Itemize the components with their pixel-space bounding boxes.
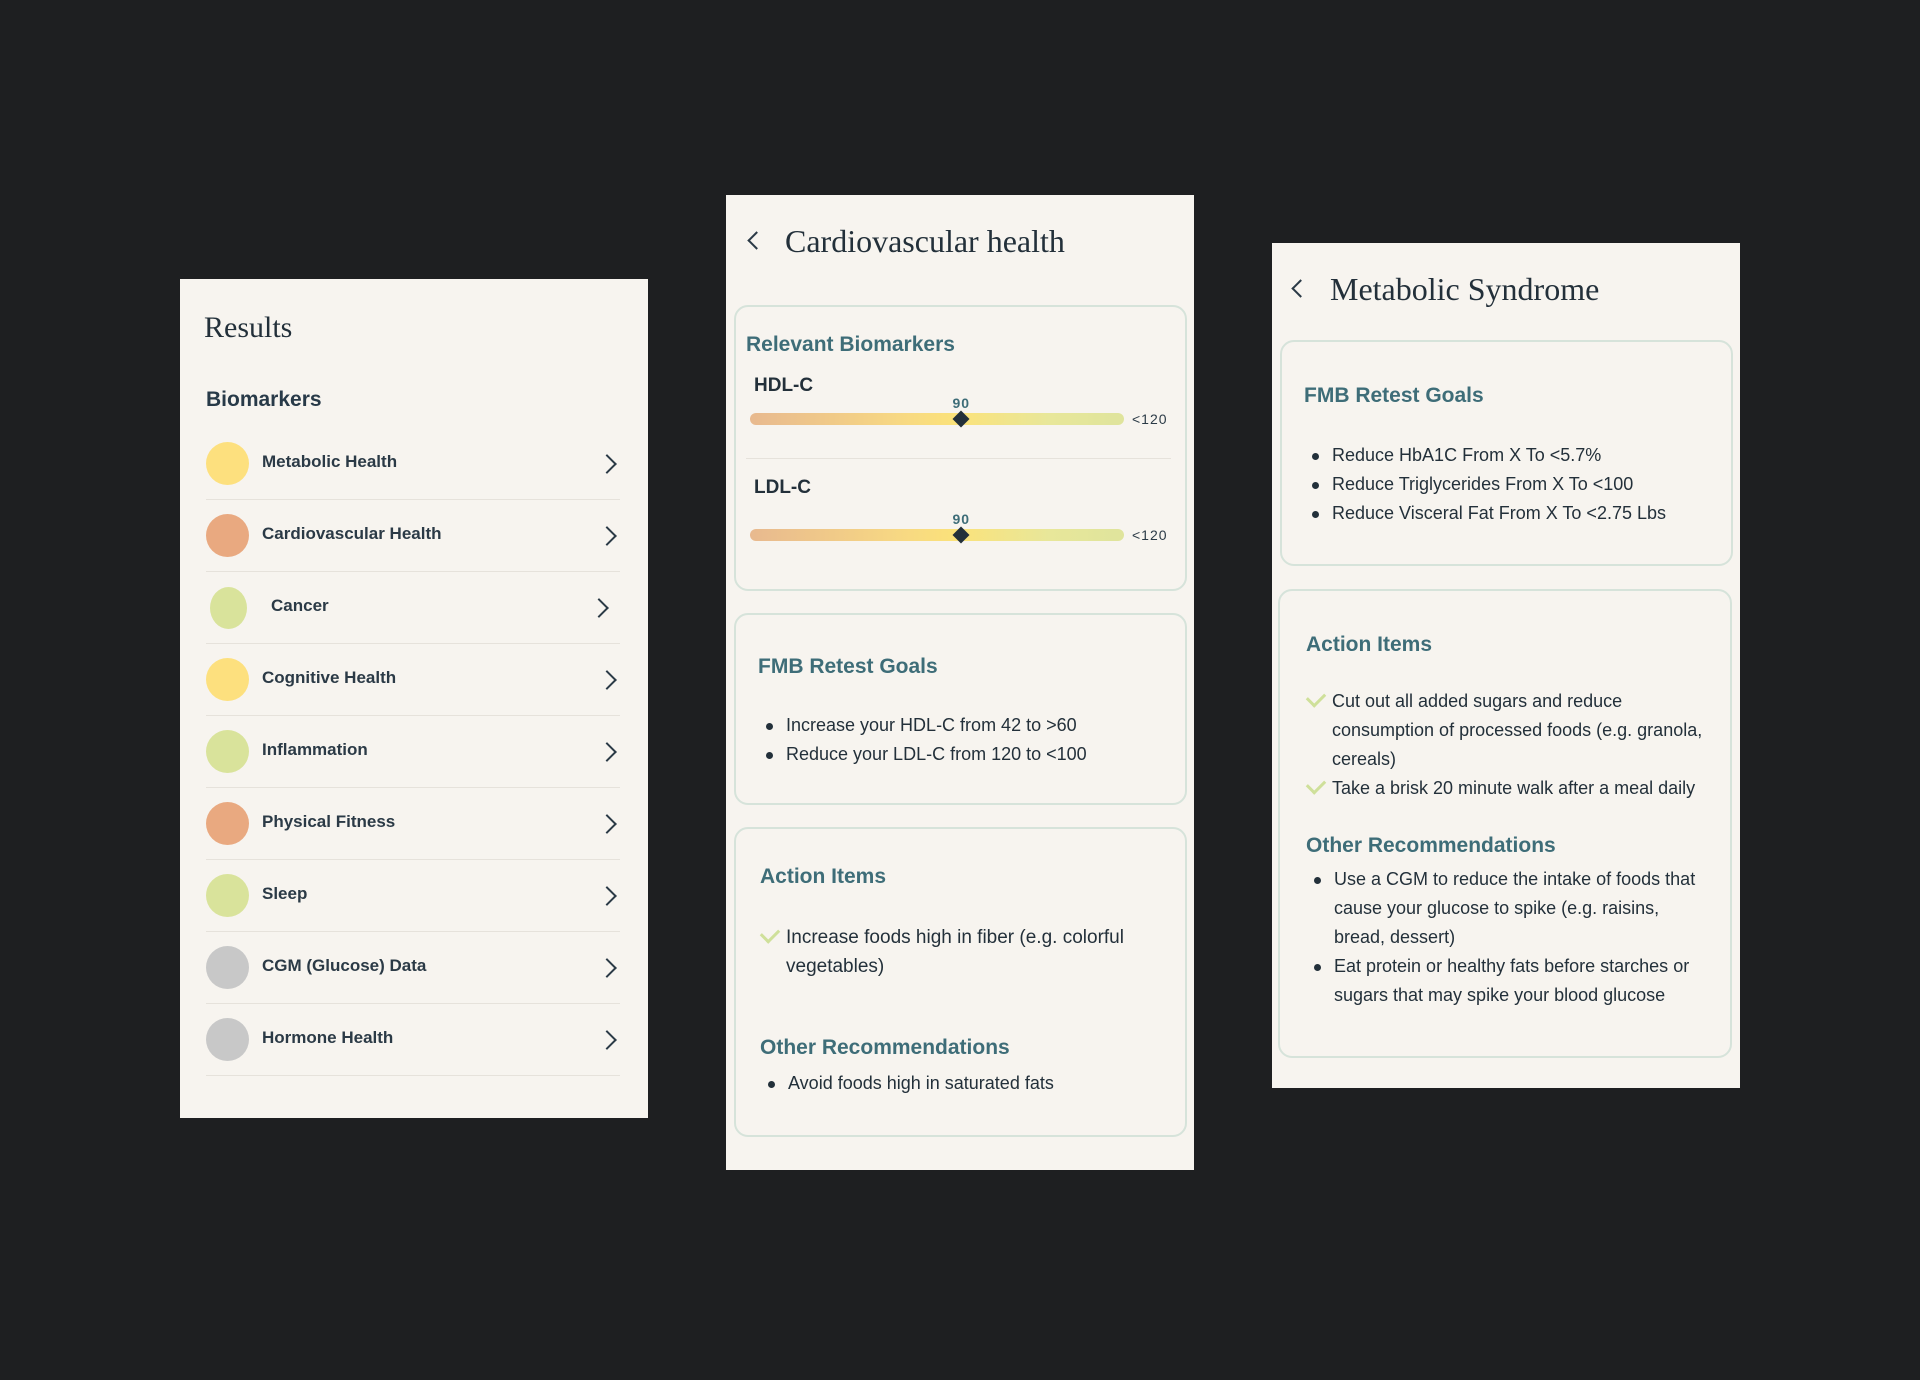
action-items-card	[734, 827, 1187, 1137]
list-item: Avoid foods high in saturated fats	[764, 1069, 1054, 1098]
checkmark-icon	[1306, 774, 1327, 795]
card-heading: Action Items	[760, 865, 887, 888]
gauge-value: 90	[952, 395, 971, 411]
gauge-max-label: <120	[1132, 527, 1168, 543]
biomarker-gauge-hdl	[750, 375, 1170, 445]
action-item-text: Take a brisk 20 minute walk after a meal daily	[1332, 778, 1696, 798]
chevron-right-icon[interactable]	[596, 452, 620, 476]
action-item-text: Increase foods high in fiber (e.g. colorful vegetables)	[786, 927, 1124, 977]
list-item: Eat protein or healthy fats before starches or sugars that may spike your blood glucose	[1310, 952, 1710, 1010]
list-item-label: Sleep	[262, 884, 308, 903]
other-recommendations-list	[764, 1069, 1054, 1098]
chevron-right-icon[interactable]	[588, 596, 612, 620]
chevron-right-icon[interactable]	[596, 884, 620, 908]
status-dot	[206, 946, 249, 989]
list-item-hormone-health[interactable]	[206, 1004, 620, 1076]
status-dot	[206, 730, 249, 773]
checkmark-icon	[760, 923, 781, 944]
card-heading: Action Items	[1306, 633, 1433, 656]
list-item-label: Hormone Health	[262, 1028, 394, 1047]
list-item-cognitive-health[interactable]	[206, 644, 620, 716]
list-item-metabolic-health[interactable]	[206, 428, 620, 500]
list-item-label: Inflammation	[262, 740, 368, 759]
cardiovascular-screen	[726, 195, 1194, 1170]
status-dot	[206, 514, 249, 557]
biomarker-name: HDL-C	[754, 375, 814, 396]
page-title: Results	[204, 311, 293, 344]
goals-list	[1308, 441, 1666, 528]
status-dot	[206, 658, 249, 701]
gauge-max-label: <120	[1132, 411, 1168, 427]
chevron-right-icon[interactable]	[596, 812, 620, 836]
metabolic-screen	[1272, 243, 1740, 1088]
list-item: Reduce HbA1C From X To <5.7%	[1308, 441, 1666, 470]
list-item-inflammation[interactable]	[206, 716, 620, 788]
card-heading: FMB Retest Goals	[758, 655, 938, 678]
retest-goals-card	[734, 613, 1187, 805]
list-item-cancer[interactable]	[206, 572, 620, 644]
list-item-label: CGM (Glucose) Data	[262, 956, 427, 975]
gauge-track	[750, 413, 1124, 425]
biomarker-gauge-ldl	[750, 477, 1170, 547]
list-item: Reduce Visceral Fat From X To <2.75 Lbs	[1308, 499, 1666, 528]
list-item-label: Cognitive Health	[262, 668, 397, 687]
action-items-list	[1306, 687, 1716, 803]
other-recommendations-heading: Other Recommendations	[760, 1036, 1010, 1059]
list-item-label: Metabolic Health	[262, 452, 398, 471]
list-item: Increase your HDL-C from 42 to >60	[762, 711, 1087, 740]
action-item	[1306, 774, 1716, 803]
chevron-right-icon[interactable]	[596, 524, 620, 548]
action-items-list	[760, 923, 1170, 981]
checkmark-icon	[1306, 687, 1327, 708]
back-arrow-icon[interactable]	[742, 227, 764, 253]
status-dot	[206, 442, 249, 485]
goals-list	[762, 711, 1087, 769]
other-recommendations-heading: Other Recommendations	[1306, 834, 1556, 857]
chevron-right-icon[interactable]	[596, 740, 620, 764]
other-recommendations-list	[1310, 865, 1710, 1010]
status-dot	[206, 874, 249, 917]
gauge-track	[750, 529, 1124, 541]
list-item: Use a CGM to reduce the intake of foods that cause your glucose to spike (e.g. raisins, bread, dessert)	[1310, 865, 1710, 952]
chevron-right-icon[interactable]	[596, 668, 620, 692]
section-title-biomarkers: Biomarkers	[206, 388, 322, 411]
list-item-physical-fitness[interactable]	[206, 788, 620, 860]
action-item	[1306, 687, 1716, 774]
status-dot	[206, 1018, 249, 1061]
action-item	[760, 923, 1170, 981]
list-item-cgm-glucose-data[interactable]	[206, 932, 620, 1004]
page-title: Cardiovascular health	[785, 223, 1065, 259]
gauge-value: 90	[952, 511, 971, 527]
page-title: Metabolic Syndrome	[1330, 271, 1600, 307]
relevant-biomarkers-card	[734, 305, 1187, 591]
list-item: Reduce your LDL-C from 120 to <100	[762, 740, 1087, 769]
card-heading: FMB Retest Goals	[1304, 384, 1484, 407]
list-item-sleep[interactable]	[206, 860, 620, 932]
status-dot	[210, 587, 247, 629]
results-screen	[180, 279, 648, 1118]
biomarker-name: LDL-C	[754, 477, 811, 498]
list-item-label: Cardiovascular Health	[262, 524, 442, 543]
list-item-cardiovascular-health[interactable]	[206, 500, 620, 572]
retest-goals-card	[1280, 340, 1733, 566]
card-heading: Relevant Biomarkers	[746, 333, 955, 356]
divider	[746, 458, 1171, 459]
back-arrow-icon[interactable]	[1286, 275, 1308, 301]
list-item-label: Physical Fitness	[262, 812, 396, 831]
chevron-right-icon[interactable]	[596, 956, 620, 980]
chevron-right-icon[interactable]	[596, 1028, 620, 1052]
biomarker-list	[206, 428, 620, 1076]
status-dot	[206, 802, 249, 845]
action-items-card	[1278, 589, 1732, 1058]
list-item-label: Cancer	[271, 596, 329, 615]
list-item: Reduce Triglycerides From X To <100	[1308, 470, 1666, 499]
action-item-text: Cut out all added sugars and reduce consumption of processed foods (e.g. granola, cereals)	[1332, 691, 1703, 769]
